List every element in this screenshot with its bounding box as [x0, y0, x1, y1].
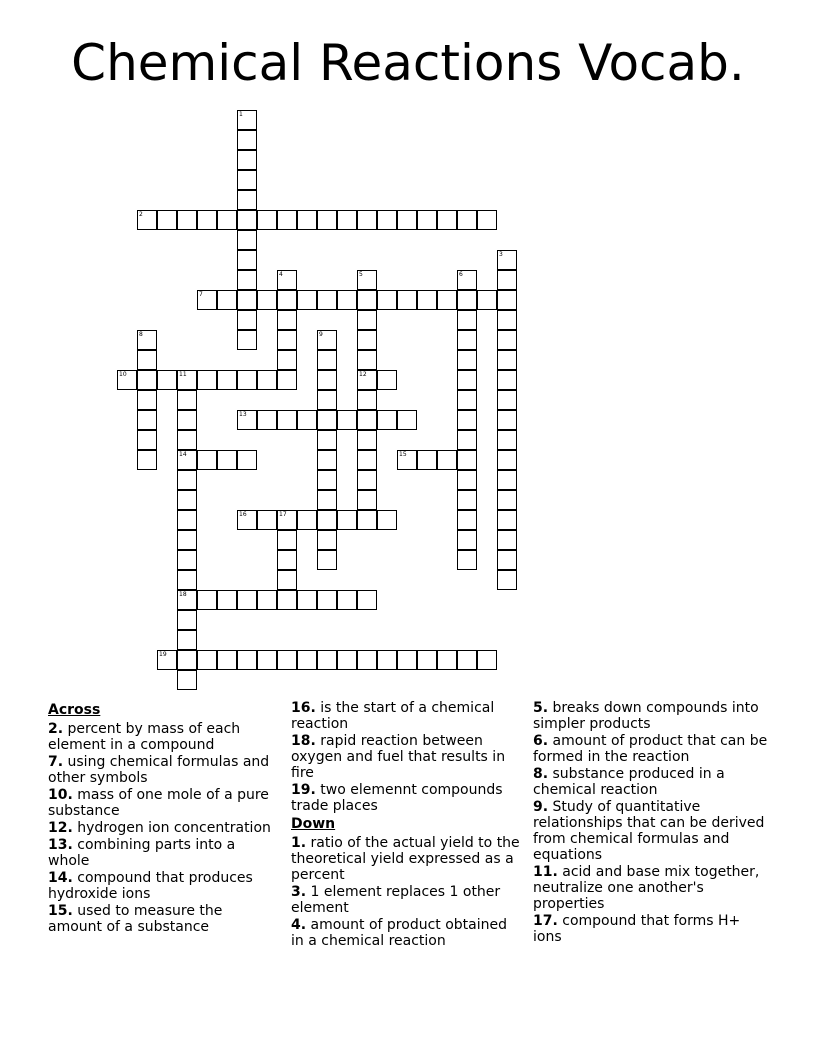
grid-cell[interactable] [317, 290, 337, 310]
clue-text: hydrogen ion concentration [72, 820, 271, 836]
grid-cell[interactable] [457, 510, 477, 530]
grid-cell[interactable] [277, 550, 297, 570]
grid-cell[interactable] [437, 450, 457, 470]
grid-cell[interactable] [237, 150, 257, 170]
grid-cell[interactable] [397, 290, 417, 310]
grid-cell[interactable] [377, 650, 397, 670]
grid-cell[interactable] [497, 430, 517, 450]
grid-cell[interactable] [417, 210, 437, 230]
grid-cell[interactable] [457, 390, 477, 410]
grid-cell[interactable] [497, 310, 517, 330]
grid-cell[interactable] [357, 590, 377, 610]
clue-text: using chemical formulas and other symbols [48, 754, 270, 786]
clue-number: 12. [48, 820, 73, 836]
grid-cell[interactable] [237, 190, 257, 210]
grid-cell[interactable] [317, 530, 337, 550]
clue-number: 3. [291, 884, 307, 900]
grid-cell[interactable] [137, 330, 157, 350]
cell-number: 3 [499, 251, 503, 258]
cell-number: 6 [459, 271, 463, 278]
grid-cell[interactable] [197, 210, 217, 230]
grid-cell[interactable] [317, 390, 337, 410]
grid-cell[interactable] [357, 490, 377, 510]
grid-cell[interactable] [237, 110, 257, 130]
grid-cell[interactable] [277, 530, 297, 550]
grid-cell[interactable] [497, 470, 517, 490]
grid-cell[interactable] [417, 290, 437, 310]
grid-cell[interactable] [297, 410, 317, 430]
grid-cell[interactable] [177, 510, 197, 530]
grid-cell[interactable] [357, 310, 377, 330]
grid-cell[interactable] [497, 410, 517, 430]
clue-text: compound that produces hydroxide ions [48, 870, 253, 902]
grid-cell[interactable] [497, 390, 517, 410]
cell-number: 1 [239, 111, 243, 118]
grid-cell[interactable] [497, 350, 517, 370]
grid-cell[interactable] [357, 270, 377, 290]
cell-number: 19 [159, 651, 167, 658]
grid-cell[interactable] [357, 330, 377, 350]
grid-cell[interactable] [137, 410, 157, 430]
grid-cell[interactable] [277, 290, 297, 310]
grid-cell[interactable] [357, 510, 377, 530]
grid-cell[interactable] [437, 290, 457, 310]
grid-cell[interactable] [297, 210, 317, 230]
grid-cell[interactable] [497, 290, 517, 310]
grid-cell[interactable] [457, 550, 477, 570]
clue-item [48, 721, 276, 753]
grid-cell[interactable] [237, 510, 257, 530]
grid-cell[interactable] [217, 450, 237, 470]
clue-text: breaks down compounds into simpler products [533, 700, 759, 732]
grid-cell[interactable] [497, 370, 517, 390]
grid-cell[interactable] [457, 290, 477, 310]
grid-cell[interactable] [177, 390, 197, 410]
grid-cell[interactable] [457, 370, 477, 390]
grid-cell[interactable] [317, 370, 337, 390]
cell-number: 14 [179, 451, 187, 458]
cell-number: 7 [199, 291, 203, 298]
clue-text: used to measure the amount of a substance [48, 903, 223, 935]
cell-number: 18 [179, 591, 187, 598]
grid-cell[interactable] [257, 650, 277, 670]
grid-cell[interactable] [117, 370, 137, 390]
grid-cell[interactable] [177, 530, 197, 550]
grid-cell[interactable] [317, 450, 337, 470]
grid-cell[interactable] [297, 650, 317, 670]
grid-cell[interactable] [217, 210, 237, 230]
grid-cell[interactable] [477, 290, 497, 310]
grid-cell[interactable] [457, 330, 477, 350]
grid-cell[interactable] [437, 650, 457, 670]
grid-cell[interactable] [357, 450, 377, 470]
clue-text: 1 element replaces 1 other element [291, 884, 501, 916]
clue-number: 4. [291, 917, 307, 933]
grid-cell[interactable] [237, 370, 257, 390]
grid-cell[interactable] [197, 650, 217, 670]
grid-cell[interactable] [257, 510, 277, 530]
grid-cell[interactable] [457, 350, 477, 370]
grid-cell[interactable] [457, 450, 477, 470]
grid-cell[interactable] [497, 490, 517, 510]
grid-cell[interactable] [317, 650, 337, 670]
grid-cell[interactable] [357, 430, 377, 450]
clue-item [533, 799, 773, 863]
grid-cell[interactable] [277, 370, 297, 390]
clue-number: 2. [48, 721, 64, 737]
grid-cell[interactable] [137, 370, 157, 390]
cell-number: 5 [359, 271, 363, 278]
grid-cell[interactable] [337, 650, 357, 670]
cell-number: 4 [279, 271, 283, 278]
clue-item [48, 820, 276, 836]
clue-item [291, 917, 523, 949]
grid-cell[interactable] [177, 210, 197, 230]
grid-cell[interactable] [237, 290, 257, 310]
grid-cell[interactable] [177, 450, 197, 470]
grid-cell[interactable] [177, 430, 197, 450]
grid-cell[interactable] [497, 270, 517, 290]
grid-cell[interactable] [197, 450, 217, 470]
grid-cell[interactable] [317, 210, 337, 230]
grid-cell[interactable] [457, 490, 477, 510]
clue-number: 9. [533, 799, 549, 815]
grid-cell[interactable] [297, 510, 317, 530]
clue-text: combining parts into a whole [48, 837, 236, 869]
clue-number: 7. [48, 754, 64, 770]
grid-cell[interactable] [477, 650, 497, 670]
grid-cell[interactable] [177, 630, 197, 650]
grid-cell[interactable] [257, 370, 277, 390]
grid-cell[interactable] [237, 330, 257, 350]
grid-cell[interactable] [237, 130, 257, 150]
grid-cell[interactable] [337, 210, 357, 230]
puzzle-title: Chemical Reactions Vocab. [71, 34, 745, 92]
clue-section-header: Across [48, 702, 101, 718]
grid-cell[interactable] [257, 210, 277, 230]
cell-number: 10 [119, 371, 127, 378]
cell-number: 15 [399, 451, 407, 458]
clue-text: amount of product obtained in a chemical reaction [291, 917, 508, 949]
grid-cell[interactable] [277, 270, 297, 290]
grid-cell[interactable] [137, 350, 157, 370]
grid-cell[interactable] [337, 590, 357, 610]
grid-cell[interactable] [257, 410, 277, 430]
clue-item [48, 870, 276, 902]
grid-cell[interactable] [217, 370, 237, 390]
clue-number: 6. [533, 733, 549, 749]
grid-cell[interactable] [337, 290, 357, 310]
clue-item [533, 700, 773, 732]
grid-cell[interactable] [357, 370, 377, 390]
grid-cell[interactable] [177, 650, 197, 670]
grid-cell[interactable] [257, 290, 277, 310]
grid-cell[interactable] [157, 650, 177, 670]
grid-cell[interactable] [297, 590, 317, 610]
grid-cell[interactable] [357, 650, 377, 670]
clue-number: 8. [533, 766, 549, 782]
grid-cell[interactable] [377, 410, 397, 430]
grid-cell[interactable] [457, 410, 477, 430]
clue-text: substance produced in a chemical reaction [533, 766, 725, 798]
grid-cell[interactable] [217, 590, 237, 610]
grid-cell[interactable] [397, 450, 417, 470]
grid-cell[interactable] [497, 530, 517, 550]
cell-number: 13 [239, 411, 247, 418]
grid-cell[interactable] [457, 470, 477, 490]
clue-text: Study of quantitative relationships that can be derived from chemical formulas and equations [533, 799, 765, 863]
clue-item [533, 766, 773, 798]
grid-cell[interactable] [277, 210, 297, 230]
grid-cell[interactable] [377, 370, 397, 390]
clue-item [291, 884, 523, 916]
clues-column-2 [291, 700, 523, 950]
grid-cell[interactable] [497, 330, 517, 350]
grid-cell[interactable] [177, 370, 197, 390]
grid-cell[interactable] [277, 570, 297, 590]
clue-text: ratio of the actual yield to the theoretical yield expressed as a percent [291, 835, 520, 883]
clue-number: 13. [48, 837, 73, 853]
grid-cell[interactable] [237, 450, 257, 470]
grid-cell[interactable] [177, 610, 197, 630]
grid-cell[interactable] [317, 330, 337, 350]
clues-column-3 [533, 700, 773, 946]
grid-cell[interactable] [157, 210, 177, 230]
grid-cell[interactable] [357, 210, 377, 230]
clue-number: 15. [48, 903, 73, 919]
grid-cell[interactable] [297, 290, 317, 310]
grid-cell[interactable] [277, 650, 297, 670]
grid-cell[interactable] [357, 390, 377, 410]
grid-cell[interactable] [277, 350, 297, 370]
grid-cell[interactable] [217, 290, 237, 310]
clue-item [48, 837, 276, 869]
clue-text: amount of product that can be formed in the reaction [533, 733, 768, 765]
clue-item [48, 754, 276, 786]
grid-cell[interactable] [357, 410, 377, 430]
cell-number: 2 [139, 211, 143, 218]
grid-cell[interactable] [317, 510, 337, 530]
cell-number: 12 [359, 371, 367, 378]
grid-cell[interactable] [177, 570, 197, 590]
grid-cell[interactable] [317, 490, 337, 510]
grid-cell[interactable] [317, 550, 337, 570]
clue-number: 1. [291, 835, 307, 851]
grid-cell[interactable] [137, 210, 157, 230]
clue-number: 19. [291, 782, 316, 798]
grid-cell[interactable] [317, 410, 337, 430]
clue-item [291, 782, 523, 814]
clue-number: 5. [533, 700, 549, 716]
grid-cell[interactable] [477, 210, 497, 230]
grid-cell[interactable] [217, 650, 237, 670]
clue-item [48, 903, 276, 935]
clue-text: is the start of a chemical reaction [291, 700, 495, 732]
grid-cell[interactable] [457, 650, 477, 670]
grid-cell[interactable] [177, 590, 197, 610]
grid-cell[interactable] [457, 530, 477, 550]
grid-cell[interactable] [357, 350, 377, 370]
grid-cell[interactable] [357, 470, 377, 490]
grid-cell[interactable] [317, 350, 337, 370]
grid-cell[interactable] [417, 450, 437, 470]
grid-cell[interactable] [137, 430, 157, 450]
clue-item [291, 733, 523, 781]
clue-number: 17. [533, 913, 558, 929]
clue-item [533, 864, 773, 912]
grid-cell[interactable] [457, 210, 477, 230]
clues-column-1 [48, 700, 276, 936]
grid-cell[interactable] [497, 570, 517, 590]
grid-cell[interactable] [237, 270, 257, 290]
grid-cell[interactable] [257, 590, 277, 610]
cell-number: 8 [139, 331, 143, 338]
grid-cell[interactable] [457, 270, 477, 290]
grid-cell[interactable] [497, 550, 517, 570]
clue-item [533, 913, 773, 945]
clue-number: 10. [48, 787, 73, 803]
grid-cell[interactable] [277, 510, 297, 530]
grid-cell[interactable] [377, 510, 397, 530]
grid-cell[interactable] [497, 450, 517, 470]
grid-cell[interactable] [177, 410, 197, 430]
grid-cell[interactable] [177, 490, 197, 510]
grid-cell[interactable] [137, 390, 157, 410]
grid-cell[interactable] [237, 170, 257, 190]
grid-cell[interactable] [457, 310, 477, 330]
clue-text: mass of one mole of a pure substance [48, 787, 269, 819]
grid-cell[interactable] [237, 250, 257, 270]
grid-cell[interactable] [277, 590, 297, 610]
grid-cell[interactable] [337, 410, 357, 430]
clue-text: rapid reaction between oxygen and fuel that results in fire [291, 733, 506, 781]
grid-cell[interactable] [137, 450, 157, 470]
clue-text: two elemennt compounds trade places [291, 782, 503, 814]
grid-cell[interactable] [377, 290, 397, 310]
clue-number: 18. [291, 733, 316, 749]
clue-item [291, 700, 523, 732]
grid-cell[interactable] [197, 290, 217, 310]
grid-cell[interactable] [157, 370, 177, 390]
grid-cell[interactable] [237, 210, 257, 230]
grid-cell[interactable] [497, 510, 517, 530]
grid-cell[interactable] [237, 590, 257, 610]
cell-number: 11 [179, 371, 187, 378]
clue-number: 16. [291, 700, 316, 716]
grid-cell[interactable] [377, 210, 397, 230]
clue-text: compound that forms H+ ions [533, 913, 741, 945]
grid-cell[interactable] [317, 470, 337, 490]
grid-cell[interactable] [397, 210, 417, 230]
cell-number: 9 [319, 331, 323, 338]
grid-cell[interactable] [317, 430, 337, 450]
grid-cell[interactable] [397, 650, 417, 670]
grid-cell[interactable] [457, 430, 477, 450]
clue-section-header: Down [291, 816, 336, 832]
grid-cell[interactable] [177, 670, 197, 690]
grid-cell[interactable] [177, 470, 197, 490]
clue-item [533, 733, 773, 765]
clue-item [291, 835, 523, 883]
grid-cell[interactable] [437, 210, 457, 230]
cell-number: 16 [239, 511, 247, 518]
clue-text: acid and base mix together, neutralize one another's properties [533, 864, 760, 912]
grid-cell[interactable] [277, 310, 297, 330]
grid-cell[interactable] [417, 650, 437, 670]
grid-cell[interactable] [397, 410, 417, 430]
grid-cell[interactable] [497, 250, 517, 270]
clue-item [48, 787, 276, 819]
clue-text: percent by mass of each element in a compound [48, 721, 241, 753]
grid-cell[interactable] [197, 590, 217, 610]
grid-cell[interactable] [237, 310, 257, 330]
grid-cell[interactable] [277, 410, 297, 430]
grid-cell[interactable] [317, 590, 337, 610]
clue-number: 11. [533, 864, 558, 880]
grid-cell[interactable] [337, 510, 357, 530]
grid-cell[interactable] [237, 230, 257, 250]
grid-cell[interactable] [277, 330, 297, 350]
grid-cell[interactable] [357, 290, 377, 310]
cell-number: 17 [279, 511, 287, 518]
grid-cell[interactable] [197, 370, 217, 390]
grid-cell[interactable] [177, 550, 197, 570]
grid-cell[interactable] [237, 410, 257, 430]
grid-cell[interactable] [237, 650, 257, 670]
clue-number: 14. [48, 870, 73, 886]
